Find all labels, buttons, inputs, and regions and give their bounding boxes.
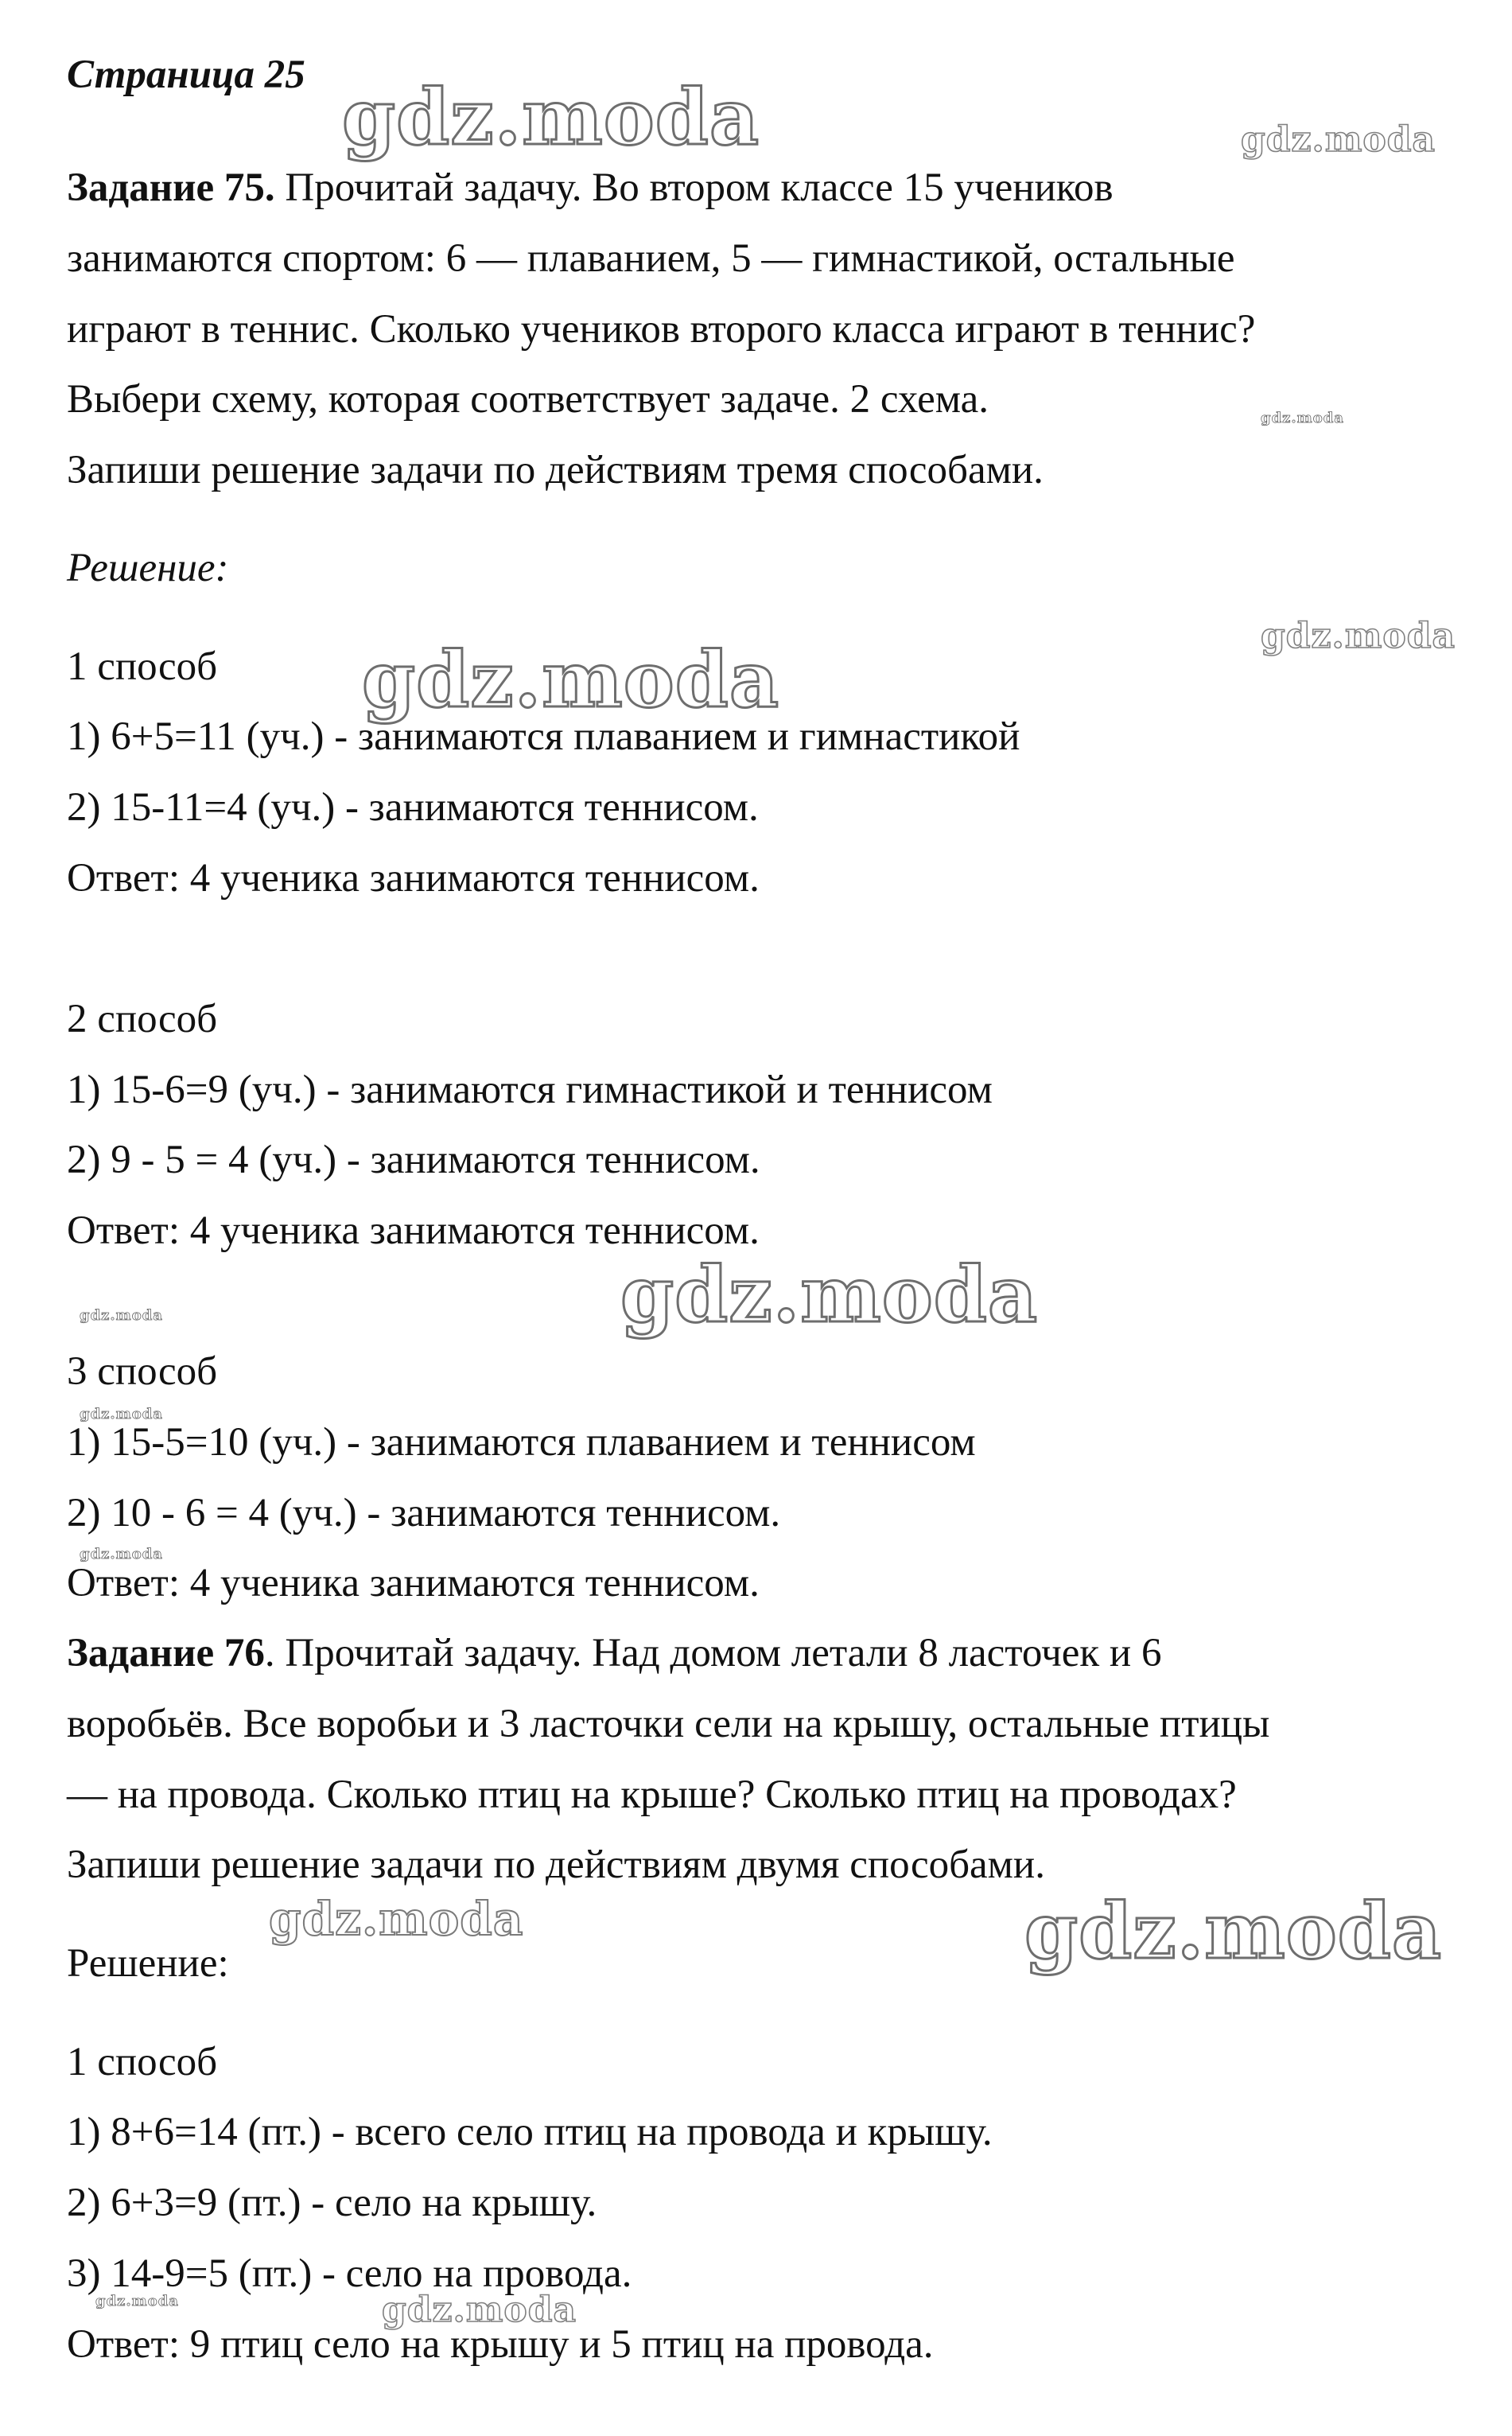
watermark: gdz.moda [1241,119,1436,160]
task76-method-1-answer: Ответ: 9 птиц село на крышу и 5 птиц на провода. [67,2322,934,2367]
task76-method-1-step-1: 1) 8+6=14 (пт.) - всего село птиц на провода и крышу. [67,2110,993,2154]
task75-line-2: занимаются спортом: 6 — плаванием, 5 — гимнастикой, остальные [67,236,1235,281]
task75-line-5: Запиши решение задачи по действиям тремя способами. [67,448,1044,492]
task75-method-2-step-2: 2) 9 - 5 = 4 (уч.) - занимаются теннисом. [67,1138,760,1182]
task75-method-1-step-2: 2) 15-11=4 (уч.) - занимаются теннисом. [67,785,759,830]
watermark: gdz.moda [80,1307,163,1324]
task75-line-4: Выбери схему, которая соответствует задаче. 2 схема. [67,377,989,422]
task76-title: Задание 76 [67,1631,265,1675]
watermark: gdz.moda [382,2290,577,2330]
task75-method-2-answer: Ответ: 4 ученика занимаются теннисом. [67,1208,760,1253]
watermark: gdz.moda [362,635,780,725]
watermark: gdz.moda [80,1546,163,1562]
task75-method-2-step-1: 1) 15-6=9 (уч.) - занимаются гимнастикой и теннисом [67,1068,993,1112]
task75-line-3: играют в теннис. Сколько учеников второго класса играют в теннис? [67,307,1256,352]
task76-line-1: Задание 76. Прочитай задачу. Над домом летали 8 ласточек и 6 [67,1631,1162,1675]
task75-method-3-step-2: 2) 10 - 6 = 4 (уч.) - занимаются теннисом. [67,1491,781,1535]
task75-method-2-title: 2 способ [67,997,218,1041]
task76-solution-label: Решение: [67,1941,229,1986]
task76-method-1-step-2: 2) 6+3=9 (пт.) - село на крышу. [67,2181,597,2225]
task76-line-4: Запиши решение задачи по действиям двумя способами. [67,1843,1045,1887]
task75-method-1-answer: Ответ: 4 ученика занимаются теннисом. [67,856,760,901]
task75-method-3-title: 3 способ [67,1349,218,1394]
watermark: gdz.moda [80,1406,163,1422]
watermark: gdz.moda [1261,616,1456,656]
task75-title: Задание 75. [67,165,275,210]
task75-method-3-step-1: 1) 15-5=10 (уч.) - занимаются плаванием и теннисом [67,1420,976,1465]
watermark: gdz.moda [342,72,760,162]
task75-method-3-answer: Ответ: 4 ученика занимаются теннисом. [67,1561,760,1605]
watermark: gdz.moda [1024,1886,1443,1976]
task75-solution-label: Решение: [67,546,229,590]
task76-line-2: воробьёв. Все воробьи и 3 ласточки сели на крышу, остальные птицы [67,1702,1270,1746]
watermark: gdz.moda [95,2293,179,2310]
watermark: gdz.moda [1261,410,1344,426]
task75-method-1-title: 1 способ [67,644,218,689]
task76-line-3: — на провода. Сколько птиц на крыше? Сколько птиц на проводах? [67,1773,1237,1817]
task76-method-1-title: 1 способ [67,2040,218,2084]
watermark: gdz.moda [620,1250,1039,1340]
watermark: gdz.moda [269,1892,524,1946]
task75-line-1: Задание 75. Прочитай задачу. Во втором классе 15 учеников [67,165,1114,210]
task76-method-1-step-3: 3) 14-9=5 (пт.) - село на провода. [67,2251,632,2296]
task75-method-1-step-1: 1) 6+5=11 (уч.) - занимаются плаванием и гимнастикой [67,714,1020,759]
page-header: Страница 25 [67,53,305,97]
